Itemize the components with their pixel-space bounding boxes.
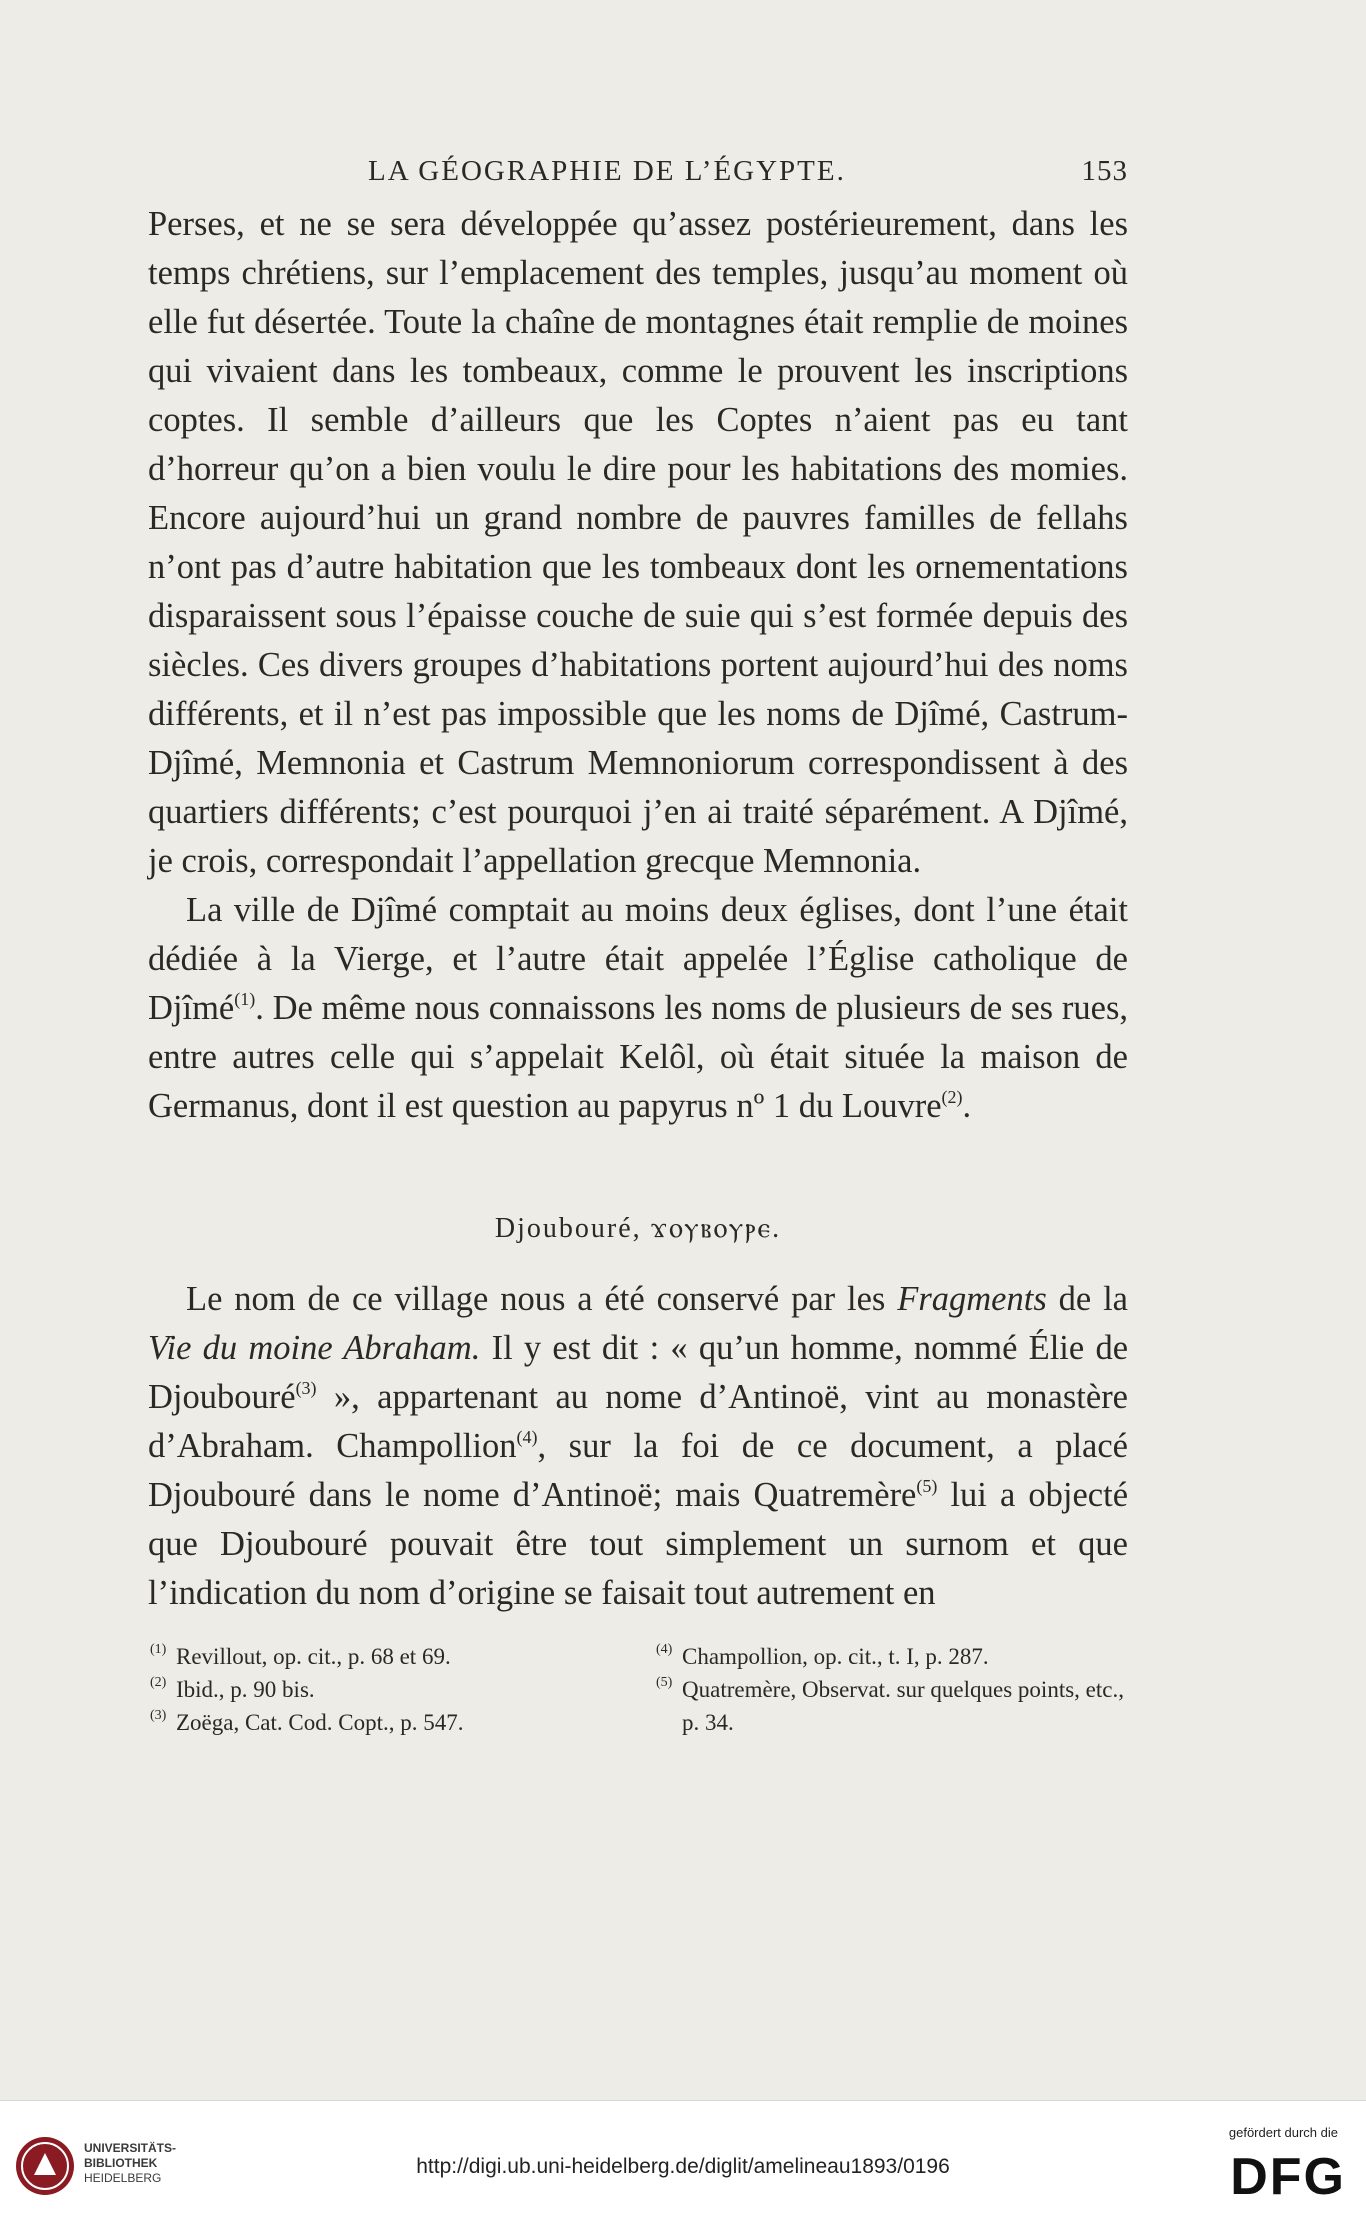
italic-fragments: Fragments [897,1280,1047,1318]
paragraph-3-text-d: », appartenant au nome d’Antinoë, vint au monastère d’Abraham. Champollion [148,1378,1128,1465]
library-line-3: HEIDELBERG [84,2171,162,2185]
footnote [656,1673,1132,1739]
paragraph-3-text-c: Il y est dit : « qu’un homme, nommé Élie de Djoubouré [148,1329,1129,1416]
viewer-footer [0,2100,1366,2221]
paragraph-3-text-a: Le nom de ce village nous a été conservé par les [186,1280,898,1318]
footnote-ref-1: (1) [234,989,256,1009]
permalink-url[interactable]: http://digi.ub.uni-heidelberg.de/diglit/amelineau1893/0196 [416,2155,950,2178]
running-title: LA GÉOGRAPHIE DE L’ÉGYPTE. [368,155,846,187]
footnote-text: Quatremère, Observat. sur quelques points, etc., p. 34. [682,1677,1124,1735]
library-line-2: BIBLIOTHEK [84,2156,158,2170]
footnote [656,1640,1132,1673]
footnotes-left [150,1640,596,1739]
footnotes-right [656,1640,1132,1739]
footnote-ref-4: (4) [516,1427,538,1447]
footnote-text: Ibid., p. 90 bis. [176,1677,315,1702]
footnote-mark: (5) [656,1675,673,1690]
footnote-ref-5: (5) [916,1476,938,1496]
paragraph-3 [148,1275,1128,1618]
footnote-mark: (1) [150,1642,167,1657]
section-heading: Djoubouré, ϫⲟⲩⲃⲟⲩⲣⲉ. [494,1213,782,1244]
footnote [150,1640,596,1673]
paragraph-2 [148,886,1128,1131]
main-text [148,200,1128,1131]
footnote-ref-3: (3) [295,1378,317,1398]
running-header [148,155,1128,195]
footnote-text: Champollion, op. cit., t. I, p. 287. [682,1644,989,1669]
footnote-mark: (4) [656,1642,673,1657]
footnote-text: Revillout, op. cit., p. 68 et 69. [176,1644,451,1669]
footnote-mark: (3) [150,1708,167,1723]
footnote-text: Zoëga, Cat. Cod. Copt., p. 547. [176,1710,464,1735]
footnote-ref-2: (2) [941,1087,963,1107]
paragraph-3-text-f: lui a objecté que Djoubouré pouvait être tout simplement un surnom et que l’indication du nom d’origine se faisait tout autrement en [148,1476,1129,1612]
funded-by-label: gefördert durch die [1228,2125,1338,2140]
paragraph-2-text-c: . [962,1087,972,1125]
paragraph-3-text-b: de la [1046,1280,1128,1318]
italic-work-title: Vie du moine Abraham. [148,1329,481,1367]
footnote-mark: (2) [150,1675,167,1690]
dfg-logo: DFG [1230,2148,1346,2206]
paragraph-2-text-b: . De même nous connaissons les noms de plusieurs de ses rues, entre autres celle qui s’appelait Kelôl, où était située la maison de Germanus, dont il est question au papyrus nº 1 du Louvre [148,989,1128,1125]
paragraph-2-text-a: La ville de Djîmé comptait au moins deux églises, dont l’une était dédiée à la Vierge, et l’autre était appelée l’Église catholique de Djîmé [148,891,1128,1027]
footnote [150,1706,596,1739]
library-line-1: UNIVERSITÄTS- [84,2141,177,2155]
paragraph-3-text-e: , sur la foi de ce document, a placé Djoubouré dans le nome d’Antinoë; mais Quatremère [148,1427,1128,1514]
footnote [150,1673,596,1706]
paragraph-1: Perses, et ne se sera développée qu’assez postérieurement, dans les temps chrétiens, sur l’emplacement des temples, jusqu’au moment où elle fut désertée. Toute la chaîne de montagnes était remplie de moines qui vivaient dans les tombeaux, comme le prouvent les inscriptions coptes. Il semble d’ailleurs que les Coptes n’aient pas eu tant d’horreur qu’on a bien voulu le dire pour les habitations des momies. Encore aujourd’hui un grand nombre de pauvres familles de fellahs n’ont pas d’autre habitation que les tombeaux dont les ornementations disparaissent sous l’épaisse couche de suie qui s’est formée depuis des siècles. Ces divers groupes d’habitations portent aujourd’hui des noms différents, et il n’est pas impossible que les noms de Djîmé, Castrum-Djîmé, Memnonia et Castrum Memnoniorum correspondissent à des quartiers différents; c’est pourquoi j’en ai traité séparément. A Djîmé, je crois, correspondait l’appellation grecque Memnonia. [148,205,1128,880]
page-number: 153 [1081,155,1128,187]
